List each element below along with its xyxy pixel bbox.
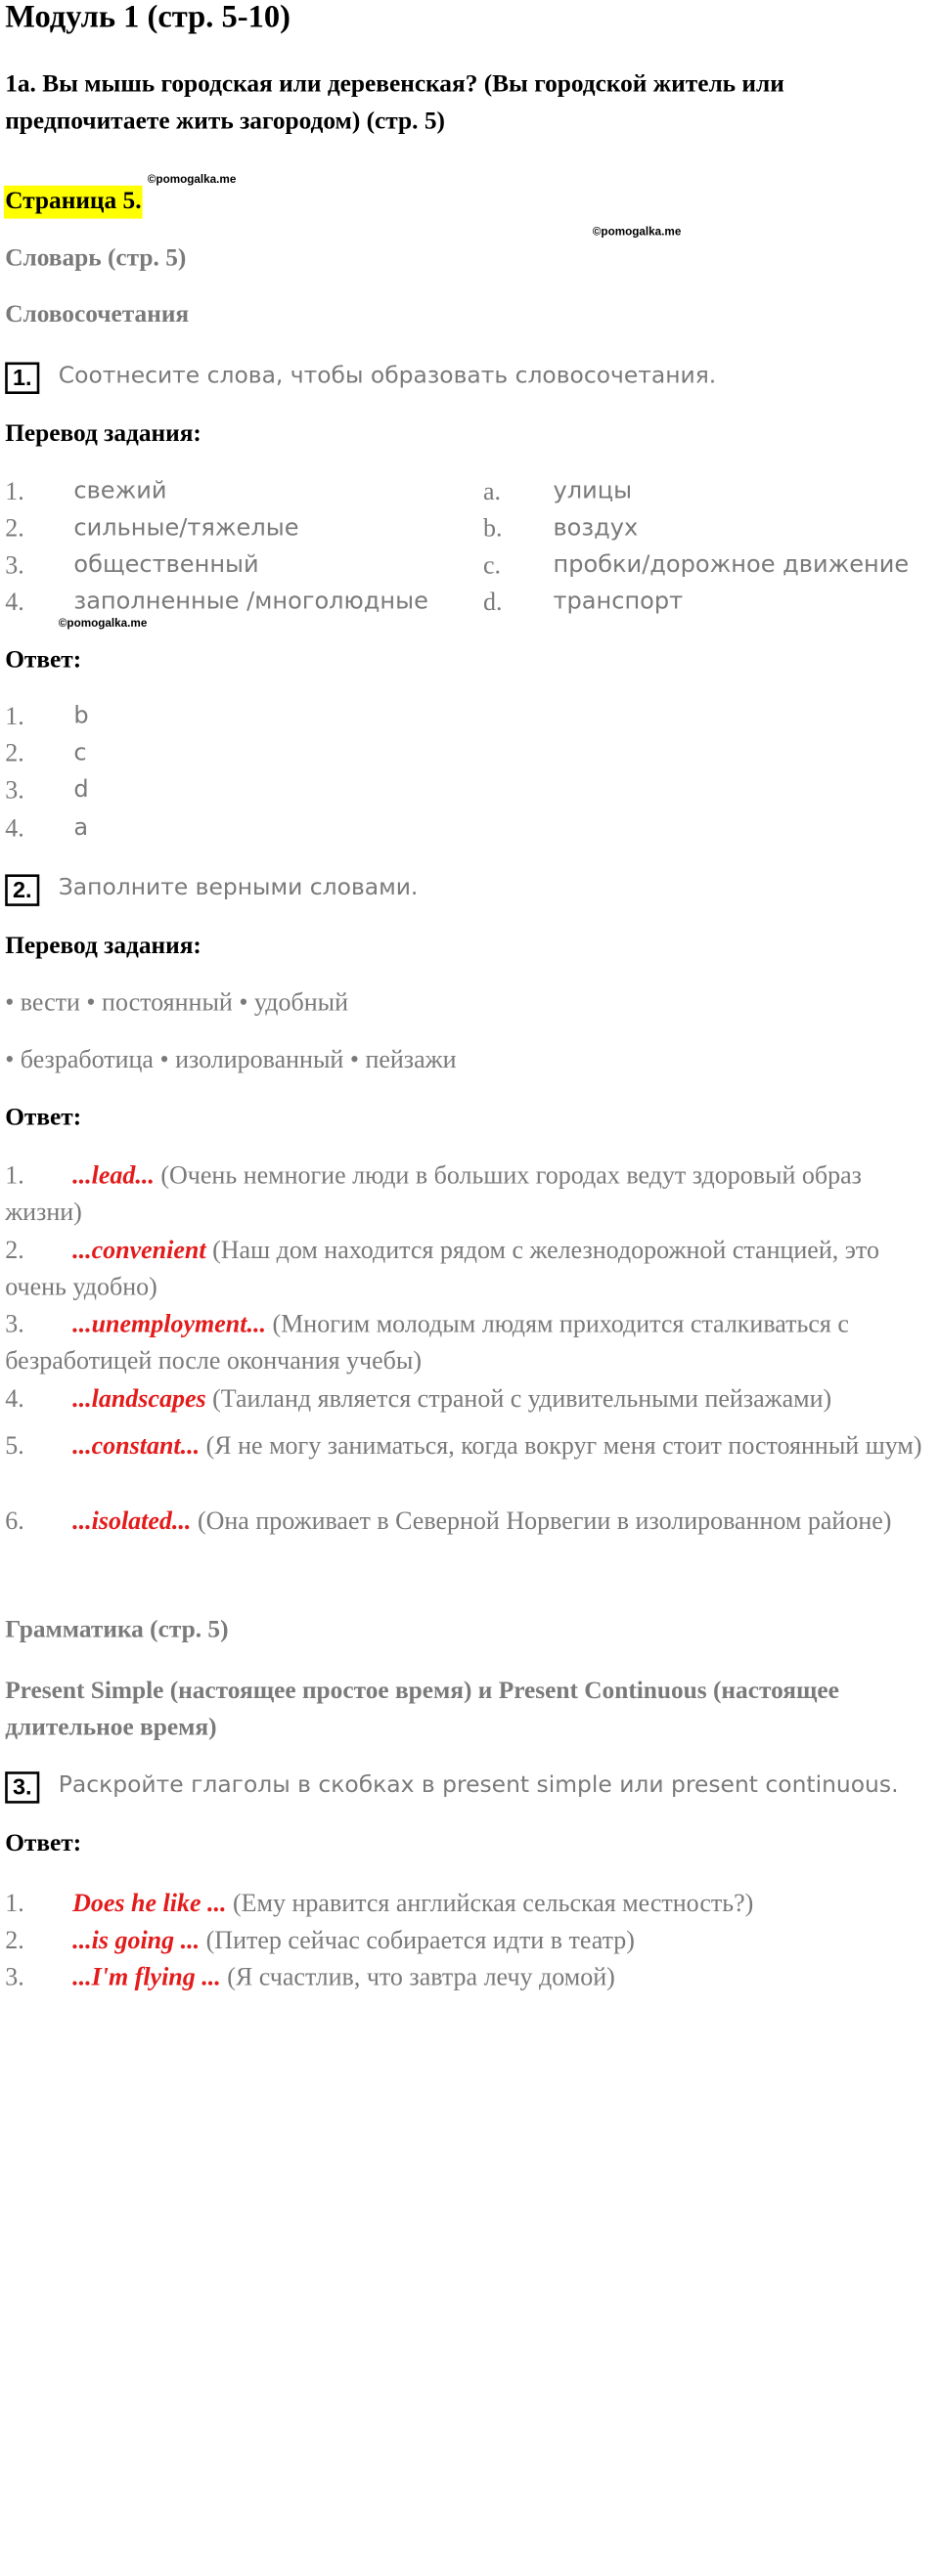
answer-translation: (Ему нравится английская сельская местность?)	[226, 1890, 754, 1918]
list-item: свежий	[73, 477, 167, 505]
answer-item	[5, 1886, 936, 1923]
list-number: 4.	[5, 588, 24, 617]
answer-item	[5, 1960, 936, 1997]
answer-number: 4.	[5, 1385, 24, 1414]
answer-item	[5, 1381, 936, 1419]
task-instruction: Раскройте глаголы в скобках в present simple или present continuous.	[58, 1771, 899, 1799]
answer-number: 4.	[5, 814, 24, 843]
vocab-heading: Словарь (стр. 5)	[5, 244, 187, 273]
task-number-box: 1.	[5, 363, 39, 395]
answer-number: 3.	[5, 1310, 24, 1338]
list-item: сильные/тяжелые	[73, 514, 299, 542]
answer-translation: (Я счастлив, что завтра лечу домой)	[220, 1963, 615, 1992]
answer-word: ...isolated...	[72, 1506, 192, 1536]
answer-word: Does he like ...	[72, 1890, 227, 1918]
list-number: 3.	[5, 551, 24, 580]
answer-number: 3.	[5, 776, 24, 805]
list-letter: a.	[482, 477, 502, 506]
answer-word: ...constant...	[72, 1432, 201, 1461]
task-number-box: 3.	[5, 1771, 39, 1804]
task-instruction: Заполните верными словами.	[58, 874, 419, 901]
answer-item	[5, 1504, 936, 1541]
list-item: улицы	[553, 477, 633, 505]
answer-letter: d	[73, 776, 89, 804]
list-number: 2.	[5, 514, 24, 544]
translation-heading: Перевод задания:	[5, 933, 201, 960]
page-label: Страница 5.	[4, 186, 143, 219]
list-letter: b.	[482, 514, 503, 544]
module-title: Модуль 1 (стр. 5-10)	[5, 0, 291, 35]
list-item: заполненные /многолюдные	[73, 588, 428, 616]
word-bank-line: • безработица • изолированный • пейзажи	[5, 1045, 457, 1074]
answer-item	[5, 1923, 936, 1960]
answer-number: 2.	[5, 1236, 24, 1265]
list-item: воздух	[553, 514, 639, 542]
answer-word: ...unemployment...	[72, 1310, 267, 1338]
answer-number: 1.	[5, 702, 24, 731]
answer-item	[5, 1428, 936, 1465]
answer-number: 6.	[5, 1506, 24, 1536]
task-number-box: 2.	[5, 874, 39, 906]
answer-translation: (Она проживает в Северной Норвегии в изолированном районе)	[191, 1506, 892, 1536]
lesson-title: 1a. Вы мышь городская или деревенская? (Вы городской житель или предпочитаете жить загородом) (стр. 5)	[5, 70, 784, 135]
answer-letter: a	[73, 814, 89, 842]
answer-translation: (Очень немногие люди в больших городах ведут здоровый образ жизни)	[5, 1161, 862, 1227]
answer-word: ...is going ...	[72, 1926, 201, 1955]
answer-heading: Ответ:	[5, 1104, 82, 1131]
list-item: транспорт	[553, 588, 684, 616]
answer-item	[5, 1157, 936, 1231]
answer-item	[5, 1306, 936, 1379]
list-letter: d.	[482, 588, 503, 617]
answer-heading: Ответ:	[5, 1829, 82, 1857]
word-bank-line: • вести • постоянный • удобный	[5, 988, 349, 1017]
answer-number: 2.	[5, 739, 24, 768]
collocations-heading: Словосочетания	[5, 301, 190, 328]
list-item: общественный	[73, 551, 259, 579]
watermark: ©pomogalka.me	[147, 172, 237, 186]
grammar-subheading: Present Simple (настоящее простое время) и Present Continuous (настоящее длительное время)	[5, 1677, 839, 1741]
answer-number: 5.	[5, 1432, 24, 1461]
answer-word: ...landscapes	[72, 1385, 206, 1414]
list-number: 1.	[5, 477, 24, 506]
answer-word: ...convenient	[72, 1236, 206, 1265]
answer-word: ...lead...	[72, 1161, 155, 1190]
answer-translation: (Таиланд является страной с удивительными пейзажами)	[205, 1385, 832, 1414]
answer-translation: (Наш дом находится рядом с железнодорожной станцией, это очень удобно)	[5, 1236, 879, 1302]
list-item: пробки/дорожное движение	[553, 551, 910, 579]
answer-translation: (Питер сейчас собирается идти в театр)	[200, 1926, 635, 1955]
answer-word: ...I'm flying ...	[72, 1963, 221, 1992]
answer-number: 2.	[5, 1926, 24, 1955]
answer-number: 1.	[5, 1890, 24, 1918]
watermark: ©pomogalka.me	[592, 225, 682, 239]
answer-item	[5, 1233, 936, 1306]
answer-translation: (Я не могу заниматься, когда вокруг меня стоит постоянный шум)	[200, 1432, 922, 1461]
answer-letter: b	[73, 702, 89, 730]
answer-heading: Ответ:	[5, 646, 82, 674]
answer-translation: (Многим молодым людям приходится сталкиваться с безработицей после окончания учебы)	[5, 1310, 849, 1375]
answer-number: 1.	[5, 1161, 24, 1190]
task-instruction: Соотнесите слова, чтобы образовать словосочетания.	[58, 362, 717, 389]
list-letter: c.	[482, 551, 502, 580]
watermark: ©pomogalka.me	[58, 616, 148, 630]
answer-number: 3.	[5, 1963, 24, 1992]
answer-letter: c	[73, 739, 87, 766]
translation-heading: Перевод задания:	[5, 420, 201, 448]
grammar-heading: Грамматика (стр. 5)	[5, 1616, 229, 1643]
